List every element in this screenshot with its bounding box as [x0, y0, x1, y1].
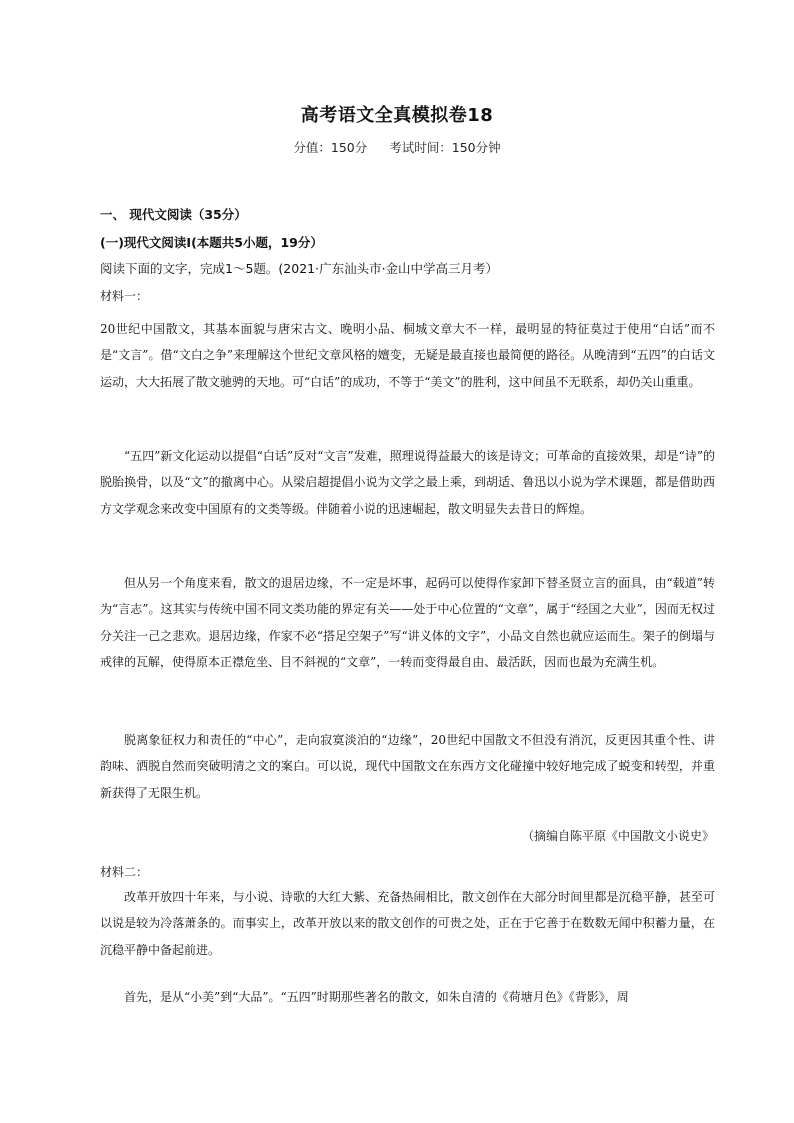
reading-instruction: 阅读下面的文字，完成1～5题。(2021·广东汕头市·金山中学高三月考）	[100, 261, 499, 276]
section-heading: 一、 现代文阅读（35分）	[100, 207, 247, 222]
material-1-paragraph: “五四”新文化运动以提倡“白话”反对“文言”发难，照理说得益最大的该是诗文；可革命的直接效果，却是“诗”的脱胎换骨，以及“文”的撤离中心。从梁启超提倡小说为文学之最上乘，到胡适、鲁迅以小说为学术课题，都是借助西方文学观念来改变中国原有的文类等级。伴随着小说的迅速崛起，散文明显失去昔日的辉煌。	[100, 449, 715, 516]
material-1-paragraph: 但从另一个角度来看，散文的退居边缘，不一定是坏事，起码可以使得作家卸下替圣贤立言的面具，由“载道”转为“言志”。这其实与传统中国不同文类功能的界定有关——处于中心位置的“文章”，属于“经国之大业”，因而无权过分关注一己之悲欢。退居边缘，作家不必“搭足空架子”写“讲义体的文字”，小品文自然也就应运而生。架子的倒塌与戒律的瓦解，使得原本正襟危坐、目不斜视的“文章”，一转而变得最自由、最活跃，因而也最为充满生机。	[100, 576, 715, 670]
material-1-paragraph: 20世纪中国散文，其基本面貌与唐宋古文、晚明小品、桐城文章大不一样，最明显的特征莫过于使用“白话”而不是“文言”。借“文白之争”来理解这个世纪文章风格的嬗变，无疑是最直接也最简便的路径。从晚清到“五四”的白话文运动，大大拓展了散文驰骋的天地。可“白话”的成功，不等于“美文”的胜利，这中间虽不无联系，却仍关山重重。	[100, 322, 715, 389]
material-2-paragraph: 首先，是从“小美”到“大品”。“五四”时期那些著名的散文，如朱自清的《荷塘月色》《背影》，周	[124, 990, 629, 1004]
material-1-label: 材料一：	[100, 289, 149, 303]
material-2-label: 材料二：	[100, 865, 149, 879]
material-1-source: （摘编自陈平原《中国散文小说史》	[521, 829, 714, 843]
subsection-heading: (一)现代文阅读Ⅰ(本题共5小题，19分）	[100, 235, 323, 250]
material-1-paragraph: 脱离象征权力和责任的“中心”，走向寂寞淡泊的“边缘”，20世纪中国散文不但没有消沉，反更因其重个性、讲韵味、洒脱自然而突破明清之文的案白。可以说，现代中国散文在东西方文化碰撞中较好地完成了蜕变和转型，并重新获得了无限生机。	[100, 733, 715, 800]
material-2-paragraph: 改革开放四十年来，与小说、诗歌的大红大紫、充备热闹相比，散文创作在大部分时间里都是沉稳平静，甚至可以说是较为冷落萧条的。而事实上，改革开放以来的散文创作的可贵之处，正在于它善于在数数无闻中积蓄力量，在沉稳平静中备起前进。	[100, 890, 715, 957]
score-label: 分值：150分	[293, 140, 368, 155]
time-label: 考试时间：150分钟	[389, 140, 501, 155]
page-title: 高考语文全真模拟卷18	[300, 105, 494, 126]
exam-meta	[0, 138, 794, 158]
